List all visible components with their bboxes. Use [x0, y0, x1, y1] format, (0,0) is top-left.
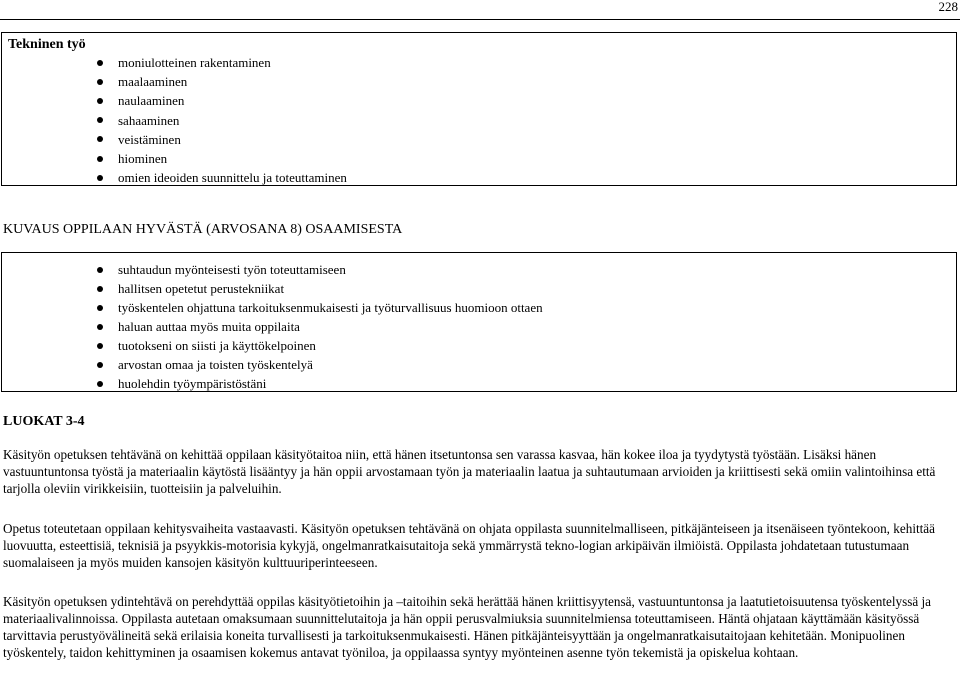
list-item-text: tuotokseni on siisti ja käyttökelpoinen: [118, 338, 316, 353]
list-item: [2, 130, 347, 149]
bullet-icon: [97, 267, 103, 273]
assessment-box: [1, 252, 957, 392]
list-item-text: moniulotteinen rakentaminen: [118, 55, 271, 70]
list-item-text: naulaaminen: [118, 93, 185, 109]
list-item-text: hiominen: [118, 151, 168, 167]
list-item: [2, 72, 347, 91]
grade-level-heading: LUOKAT 3-4: [3, 414, 85, 429]
body-paragraph: Käsityön opetuksen tehtävänä on kehittää oppilaan käsityötaitoa niin, että hänen itsetuntonsa sen varassa kasvaa, hän kokee iloa ja tyydytystä työstään. Lisäksi hänen vastuuntuntonsa työstä ja materiaalin käytöstä lisääntyy ja hän oppii arvostamaan työn ja materiaalin laatua ja suhtautumaan arvioiden ja kriittisesti sekä omiin valintoihinsa että tarjolla oleviin virikkeisiin, tuotteisiin ja palveluihin.: [3, 447, 936, 496]
content-list: [2, 53, 347, 187]
bullet-icon: [97, 98, 103, 104]
bullet-icon: [97, 136, 103, 142]
bullet-icon: [97, 362, 103, 368]
body-paragraph: Opetus toteutetaan oppilaan kehitysvaiheita vastaavasti. Käsityön opetuksen tehtävänä on ohjata oppilasta suunnitelmalliseen, pitkäjänteiseen ja itsenäiseen työntekoon, kehittää luovuutta, esteettisiä, teknisiä ja psyykkis-motorisia kykyjä, ongelmanratkaisutaitoja sekä ymmärrystä tekno-logian arkipäivän ilmiöistä. Oppilasta johdatetaan tutustumaan suomalaiseen ja myös muiden kansojen käsityön kulttuuriperinteeseen.: [3, 521, 936, 570]
list-item: [2, 298, 543, 317]
body-paragraph: Käsityön opetuksen ydintehtävä on perehdyttää oppilas käsityötietoihin ja –taitoihin sekä herättää hänen kriittisyytensä, vastuuntuntonsa ja laatutietoisuutensa työskentelyssä ja materiaalivalinnoissa. Oppilasta autetaan omaksumaan suunnittelutaitoja ja hän oppii perusvalmiuksia suunnitelmiensa toteuttamiseen. Häntä ohjataan käyttämään käsityössä tarvittavia perustyövälineitä sekä erilaisia koneita turvallisesti ja tarkoituksenmukaisesti. Hänen pitkäjänteisyyttään ja ongelmanratkaisutaitojaan kehitetään. Monipuolinen työskentely, taidon kehittyminen ja osaamisen kokemus antavat työniloa, ja oppilaassa syntyy myönteinen asenne työn tekemistä ja opiskelua kohtaan.: [3, 594, 932, 660]
list-item: [2, 279, 543, 298]
page-number: 228: [938, 0, 958, 14]
list-item-text: sahaaminen: [118, 112, 180, 128]
list-item: [2, 53, 347, 72]
bullet-icon: [97, 343, 103, 349]
subject-title: Tekninen työ: [8, 37, 86, 52]
bullet-icon: [97, 79, 103, 85]
list-item-text: veistäminen: [118, 131, 181, 147]
list-item: [2, 374, 543, 393]
list-item: [2, 260, 543, 279]
list-item: [2, 111, 347, 130]
list-item-text: haluan auttaa myös muita oppilaita: [118, 319, 300, 334]
bullet-icon: [97, 324, 103, 330]
list-item: [2, 149, 347, 168]
bullet-icon: [97, 381, 103, 387]
bullet-icon: [97, 305, 103, 311]
list-item: [2, 317, 543, 336]
list-item: [2, 355, 543, 374]
bullet-icon: [97, 60, 103, 66]
bullet-icon: [97, 286, 103, 292]
criteria-list: [2, 260, 543, 393]
header-rule: [0, 19, 960, 20]
bullet-icon: [97, 117, 103, 123]
list-item: [2, 91, 347, 110]
list-item: [2, 336, 543, 355]
list-item-text: arvostan omaa ja toisten työskentelyä: [118, 357, 313, 372]
list-item-text: hallitsen opetetut perustekniikat: [118, 281, 285, 296]
list-item-text: huolehdin työympäristöstäni: [118, 376, 267, 391]
list-item: [2, 168, 347, 187]
list-item-text: suhtaudun myönteisesti työn toteuttamiseen: [118, 262, 346, 277]
section-heading: KUVAUS OPPILAAN HYVÄSTÄ (ARVOSANA 8) OSAAMISESTA: [3, 222, 403, 237]
bullet-icon: [97, 175, 103, 181]
list-item-text: omien ideoiden suunnittelu ja toteuttaminen: [118, 170, 347, 186]
list-item-text: maalaaminen: [118, 74, 188, 90]
bullet-icon: [97, 156, 103, 162]
subject-box: [1, 32, 957, 186]
list-item-text: työskentelen ohjattuna tarkoituksenmukaisesti ja työturvallisuus huomioon ottaen: [118, 300, 543, 315]
